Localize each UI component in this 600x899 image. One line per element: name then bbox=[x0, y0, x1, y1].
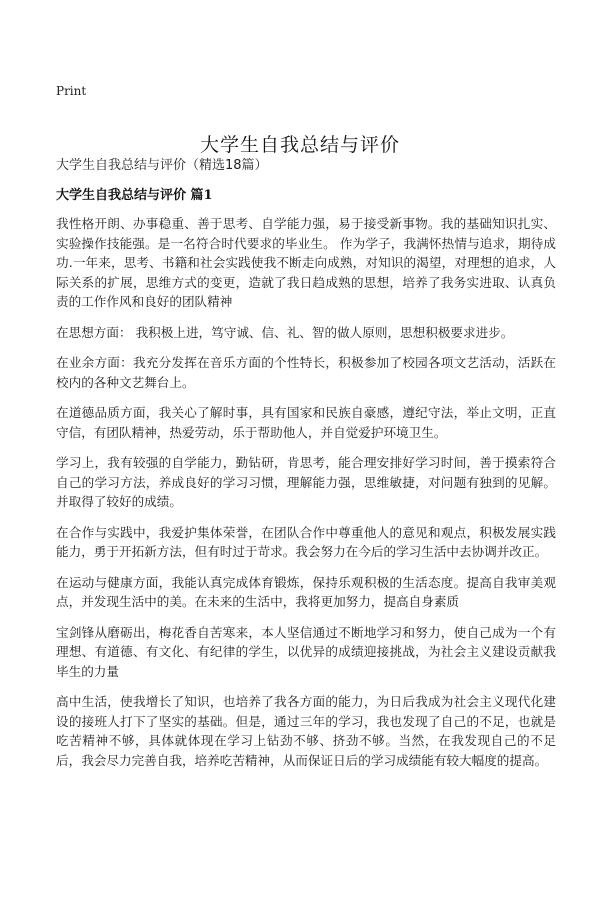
paragraph-2: 在思想方面： 我积极上进，笃守诚、信、礼、智的做人原则，思想积极要求进步。 bbox=[56, 324, 514, 340]
paragraph-5: 学习上，我有较强的自学能力，勤钻研，肯思考，能合理安排好学习时间，善于摸索符合自己的学习方法，养成良好的学习习惯，理解能力强，思维敏捷，对问题有独到的见解。并取得了较好的成绩。 bbox=[56, 455, 556, 509]
print-label[interactable]: Print bbox=[56, 84, 87, 98]
document-body bbox=[56, 214, 556, 781]
paragraph-4: 在道德品质方面，我关心了解时事，具有国家和民族自豪感，遵纪守法，举止文明，正直守信，有团队精神，热爱劳动，乐于帮助他人，并自觉爱护环境卫生。 bbox=[56, 405, 556, 440]
paragraph-8: 宝剑锋从磨砺出，梅花香自苦寒来，本人坚信通过不断地学习和努力，使自己成为一个有理想、有道德、有文化、有纪律的学生，以优异的成绩迎接挑战，为社会主义建设贡献我毕生的力量 bbox=[56, 624, 556, 679]
paragraph-1: 我性格开朗、办事稳重、善于思考、自学能力强，易于接受新事物。我的基础知识扎实、实验操作技能强。是一名符合时代要求的毕业生。 作为学子，我满怀热情与追求，期待成功.一年来，思考、书籍和社会实践使我不断走向成熟，对知识的渴望，对理想的追求，人际关系的扩展，思维方式的变更，造就了我日趋成熟的思想，培养了我务实进取、认真负责的工作作风和良好的团队精神 bbox=[56, 216, 556, 309]
paragraph-3: 在业余方面：我充分发挥在音乐方面的个性特长，积极参加了校园各项文艺活动，活跃在校内的各种文艺舞台上。 bbox=[56, 355, 556, 390]
section-heading: 大学生自我总结与评价 篇1 bbox=[56, 188, 213, 203]
document-subtitle: 大学生自我总结与评价（精选18篇） bbox=[56, 158, 268, 173]
paragraph-6: 在合作与实践中，我爱护集体荣誉，在团队合作中尊重他人的意见和观点，积极发展实践能力，勇于开拓新方法，但有时过于苛求。我会努力在今后的学习生活中去协调并改正。 bbox=[56, 524, 556, 559]
paragraph-7: 在运动与健康方面，我能认真完成体育锻炼，保持乐观积极的生活态度。提高自我审美观点，并发现生活中的美。在未来的生活中，我将更加努力，提高自身素质 bbox=[56, 574, 556, 609]
paragraph-9: 高中生活，使我增长了知识，也培养了我各方面的能力，为日后我成为社会主义现代化建设的接班人打下了坚实的基础。但是，通过三年的学习，我也发现了自己的不足，也就是吃苦精神不够，具体就体现在学习上钻劲不够、挤劲不够。当然，在我发现自己的不足后，我会尽力完善自我，培养吃苦精神，从而保证日后的学习成绩能有较大幅度的提高。 bbox=[56, 694, 556, 768]
page-title: 大学生自我总结与评价 bbox=[199, 133, 400, 156]
